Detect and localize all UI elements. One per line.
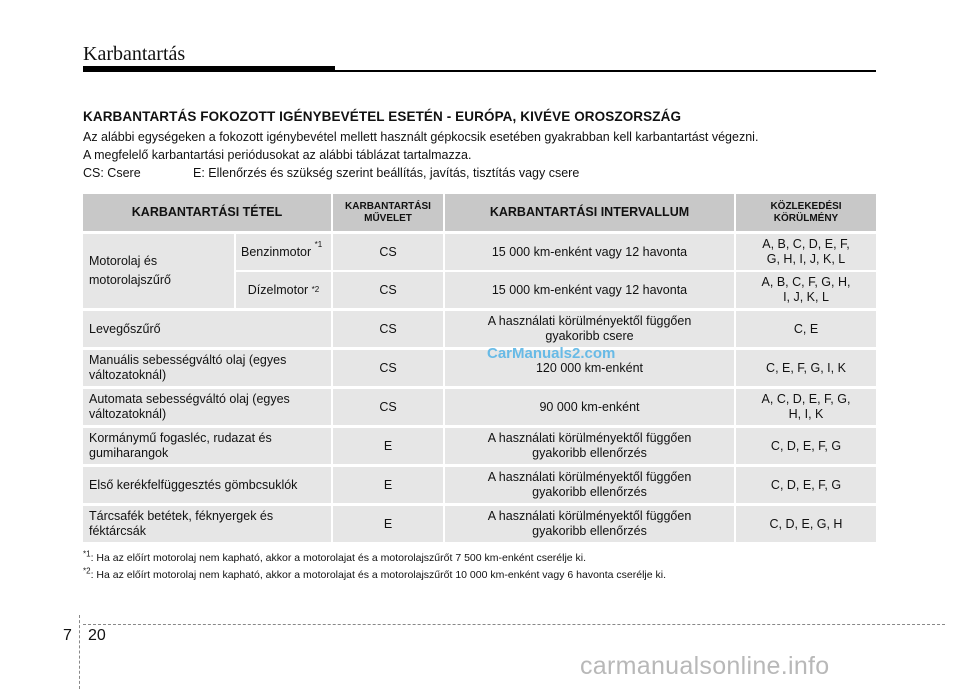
oil-item-label: Motorolaj és motorolajszűrő	[89, 254, 171, 287]
table-row	[83, 350, 876, 386]
row-condition: C, D, E, F, G	[770, 477, 842, 492]
row-interval: A használati körülményektől függően gyakoribb ellenőrzés	[487, 509, 692, 538]
section-title: KARBANTARTÁS FOKOZOTT IGÉNYBEVÉTEL ESETÉN - EURÓPA, KIVÉVE OROSZORSZÁG	[83, 109, 682, 124]
header-rule-thick	[83, 66, 335, 72]
row-condition: C, D, E, F, G	[770, 438, 842, 453]
table-row	[83, 311, 876, 347]
site-watermark-link[interactable]: carmanualsonline.info	[580, 652, 830, 680]
row-item: Első kerékfelfüggesztés gömbcsuklók	[89, 477, 298, 492]
intro-text-2: A megfelelő karbantartási periódusokat az alábbi táblázat tartalmazza.	[83, 148, 472, 162]
table-row-oil-petrol	[236, 234, 876, 270]
watermark-link[interactable]: CarManuals2.com	[487, 345, 616, 362]
petrol-engine-label: Benzinmotor *1	[241, 240, 323, 259]
diesel-interval: 15 000 km-enként vagy 12 havonta	[491, 282, 688, 297]
chapter-number: 7	[63, 627, 72, 644]
header-operation: KARBANTARTÁSI MŰVELET	[345, 200, 431, 224]
row-item: Kormánymű fogasléc, rudazat és gumiharangok	[89, 431, 272, 460]
row-interval: A használati körülményektől függően gyakoribb ellenőrzés	[487, 431, 692, 460]
row-item: Tárcsafék betétek, féknyergek és féktárcsák	[89, 509, 274, 538]
legend-cs: CS: Csere	[83, 166, 141, 180]
intro-text-1: Az alábbi egységeken a fokozott igénybevétel mellett használt gépkocsik esetében gyakrabban kell karbantartást végezni.	[83, 130, 759, 144]
footer-dashed-rule	[83, 624, 945, 625]
header-interval: KARBANTARTÁSI INTERVALLUM	[489, 205, 690, 219]
header-item: KARBANTARTÁSI TÉTEL	[131, 205, 283, 219]
diesel-engine-label: Dízelmotor *2	[247, 282, 320, 297]
table-header-row	[83, 194, 876, 231]
row-item: Automata sebességváltó olaj (egyes változatoknál)	[89, 392, 290, 421]
table-row-oil-item	[83, 234, 234, 308]
footer-dashed-divider	[79, 615, 80, 689]
row-interval: A használati körülményektől függően gyakoribb ellenőrzés	[487, 470, 692, 499]
row-condition: A, C, D, E, F, G, H, I, K	[761, 392, 851, 421]
legend-line	[83, 166, 580, 180]
row-operation: CS	[379, 360, 397, 375]
petrol-operation: CS	[379, 244, 397, 259]
row-item: Manuális sebességváltó olaj (egyes változatoknál)	[89, 353, 287, 382]
diesel-condition: A, B, C, F, G, H, I, J, K, L	[761, 275, 851, 304]
row-operation: E	[383, 438, 393, 453]
row-operation: CS	[379, 321, 397, 336]
footnote-2: $^{*2}$: Ha az előírt motorolaj nem kapható, akkor a motorolajat és a motorolajszűrőt 10 000 km-enként vagy 6 havonta cserélje ki.	[83, 566, 667, 581]
diesel-operation: CS	[379, 282, 397, 297]
page-number-value: 20	[88, 627, 106, 644]
header-title: Karbantartás	[83, 43, 186, 65]
petrol-condition: A, B, C, D, E, F, G, H, I, J, K, L	[762, 237, 850, 266]
row-interval: 90 000 km-enként	[539, 399, 640, 414]
row-condition: C, E, F, G, I, K	[766, 360, 846, 375]
row-operation: E	[383, 516, 393, 531]
row-condition: C, E	[793, 321, 819, 336]
table-row-oil-diesel	[236, 272, 876, 308]
table-row	[83, 467, 876, 503]
footnote-1: $^{*1}$: Ha az előírt motorolaj nem kapható, akkor a motorolajat és a motorolajszűrőt 7 500 km-enként cserélje ki.	[83, 549, 587, 564]
row-operation: E	[383, 477, 393, 492]
row-condition: C, D, E, G, H	[769, 516, 843, 531]
row-operation: CS	[379, 399, 397, 414]
table-row	[83, 389, 876, 425]
petrol-interval: 15 000 km-enként vagy 12 havonta	[491, 244, 688, 259]
header-condition: KÖZLEKEDÉSI KÖRÜLMÉNY	[770, 200, 842, 224]
row-interval: A használati körülményektől függően gyakoribb csere	[487, 314, 692, 343]
row-item: Levegőszűrő	[89, 321, 161, 336]
table-row	[83, 428, 876, 464]
legend-e: E: Ellenőrzés és szükség szerint beállítás, javítás, tisztítás vagy csere	[193, 166, 580, 180]
table-row	[83, 506, 876, 542]
row-interval: 120 000 km-enként	[535, 360, 643, 375]
header-rule-thin	[335, 70, 876, 72]
